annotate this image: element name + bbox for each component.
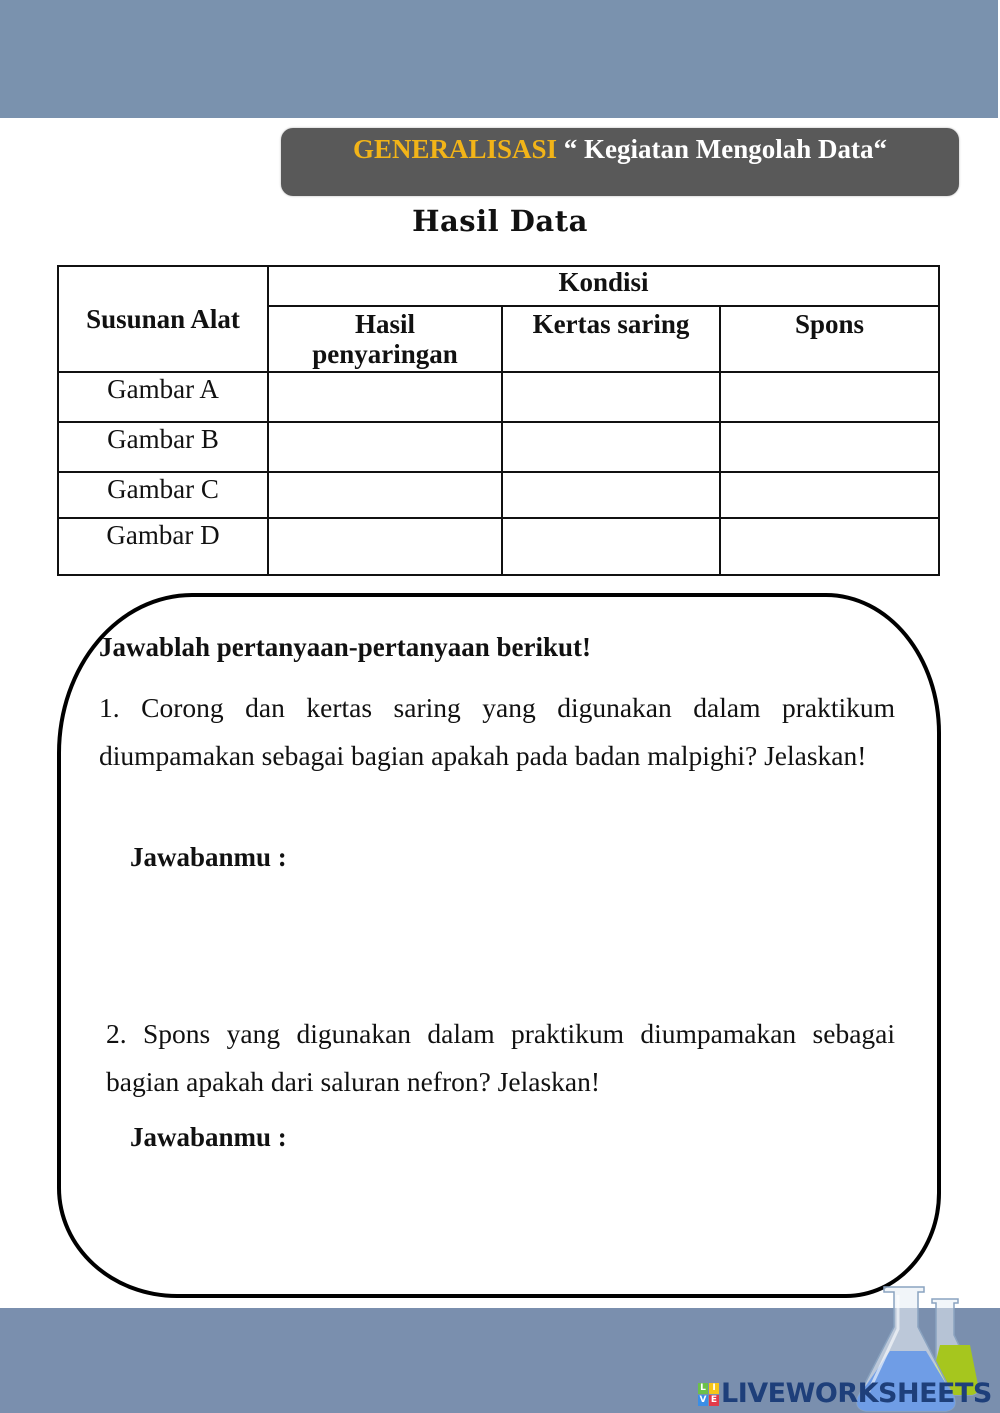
live-logo-icon xyxy=(698,1383,719,1406)
logo-letter: V xyxy=(699,1394,707,1405)
table-row xyxy=(58,372,939,422)
cell-spons[interactable] xyxy=(720,472,939,518)
row-label: Gambar A xyxy=(58,372,268,422)
question-text: Corong dan kertas saring yang digunakan dalam praktikum diumpamakan sebagai bagian apakah pada badan malpighi? Jelaskan! xyxy=(99,692,896,771)
cell-spons[interactable] xyxy=(720,422,939,472)
answer-field-1[interactable] xyxy=(130,885,895,995)
instruction-text: Jawablah pertanyaan-pertanyaan berikut! xyxy=(99,632,592,662)
answer-label-1: Jawabanmu : xyxy=(130,842,287,872)
top-banner xyxy=(0,0,998,118)
header-rest: “ Kegiatan Mengolah Data“ xyxy=(557,134,888,164)
question-1 xyxy=(99,684,895,780)
cell-kertas-saring[interactable] xyxy=(502,518,720,575)
logo-wordmark: LIVEWORKSHEETS xyxy=(721,1378,992,1409)
logo-letter: I xyxy=(709,1383,719,1394)
cell-hasil-penyaringan[interactable] xyxy=(268,422,502,472)
header-susunan-alat: Susunan Alat xyxy=(58,266,268,372)
cell-hasil-penyaringan[interactable] xyxy=(268,372,502,422)
cell-hasil-penyaringan[interactable] xyxy=(268,472,502,518)
logo-letter: E xyxy=(710,1394,718,1405)
cell-kertas-saring[interactable] xyxy=(502,422,720,472)
row-label: Gambar D xyxy=(58,518,268,575)
section-header xyxy=(281,128,959,196)
liveworksheets-logo xyxy=(698,1380,992,1408)
row-label: Gambar B xyxy=(58,422,268,472)
table-row xyxy=(58,422,939,472)
header-line: penyaringan xyxy=(312,339,458,369)
table-row xyxy=(58,472,939,518)
question-number: 1. xyxy=(99,692,120,723)
question-2 xyxy=(106,1010,895,1106)
row-label: Gambar C xyxy=(58,472,268,518)
header-spons: Spons xyxy=(720,306,939,372)
page-title: Hasil Data xyxy=(412,204,588,238)
header-hasil-penyaringan xyxy=(268,306,502,372)
cell-kertas-saring[interactable] xyxy=(502,472,720,518)
header-line: Hasil xyxy=(354,309,415,339)
table-row xyxy=(58,518,939,575)
question-number: 2. xyxy=(106,1018,127,1049)
logo-letter: L xyxy=(698,1383,708,1394)
header-accent-word: GENERALISASI xyxy=(352,134,558,164)
answer-label-2: Jawabanmu : xyxy=(130,1122,287,1152)
header-kertas-saring: Kertas saring xyxy=(502,306,720,372)
header-kondisi: Kondisi xyxy=(268,266,939,306)
cell-spons[interactable] xyxy=(720,518,939,575)
question-text: Spons yang digunakan dalam praktikum diumpamakan sebagai bagian apakah dari saluran nefron? Jelaskan! xyxy=(106,1018,896,1097)
section-header-text xyxy=(281,134,959,165)
cell-hasil-penyaringan[interactable] xyxy=(268,518,502,575)
answer-field-2[interactable] xyxy=(130,1165,895,1265)
results-table xyxy=(57,265,940,576)
cell-spons[interactable] xyxy=(720,372,939,422)
cell-kertas-saring[interactable] xyxy=(502,372,720,422)
